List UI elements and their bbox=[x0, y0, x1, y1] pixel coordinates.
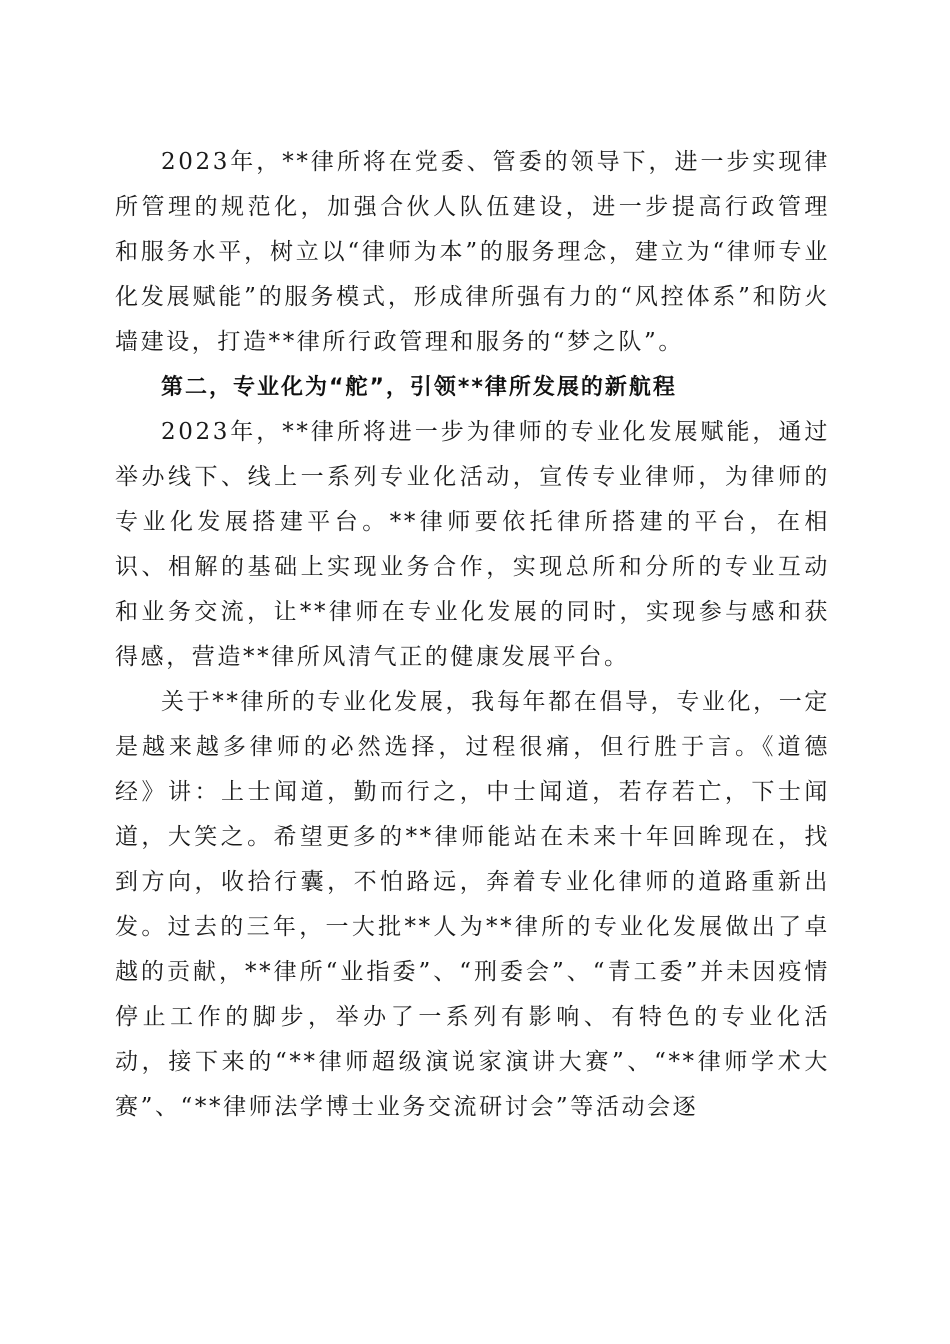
paragraph-professional-empowerment: 2023年，**律所将进一步为律师的专业化发展赋能，通过举办线下、线上一系列专业化活动，宣传专业律师，为律师的专业化发展搭建平台。**律师要依托律所搭建的平台，在相识、相解的基础上实现业务合作，实现总所和分所的专业互动和业务交流，让**律师在专业化发展的同时，实现参与感和获得感，营造**律所风清气正的健康发展平台。 bbox=[115, 419, 830, 670]
paragraph-goals-2023: 2023年，**律所将在党委、管委的领导下，进一步实现律所管理的规范化，加强合伙人队伍建设，进一步提高行政管理和服务水平，树立以“律师为本”的服务理念，建立为“律师专业化发展赋能”的服务模式，形成律所强有力的“风控体系”和防火墙建设，打造**律所行政管理和服务的“梦之队”。 bbox=[115, 149, 830, 355]
document-body bbox=[115, 140, 830, 1130]
paragraph-professional-development: 关于**律所的专业化发展，我每年都在倡导，专业化，一定是越来越多律师的必然选择，过程很痛，但行胜于言。《道德经》讲：上士闻道，勤而行之，中士闻道，若存若亡，下士闻道，大笑之。希望更多的**律师能站在未来十年回眸现在，找到方向，收拾行囊，不怕路远，奔着专业化律师的道路重新出发。过去的三年，一大批**人为**律所的专业化发展做出了卓越的贡献，**律所“业指委”、“刑委会”、“青工委”并未因疫情停止工作的脚步，举办了一系列有影响、有特色的专业化活动，接下来的“**律师超级演说家演讲大赛”、“**律师学术大赛”、“**律师法学博士业务交流研讨会”等活动会逐 bbox=[115, 689, 830, 1120]
section-heading-professionalization: 第二，专业化为“舵”，引领**律所发展的新航程 bbox=[161, 375, 677, 400]
